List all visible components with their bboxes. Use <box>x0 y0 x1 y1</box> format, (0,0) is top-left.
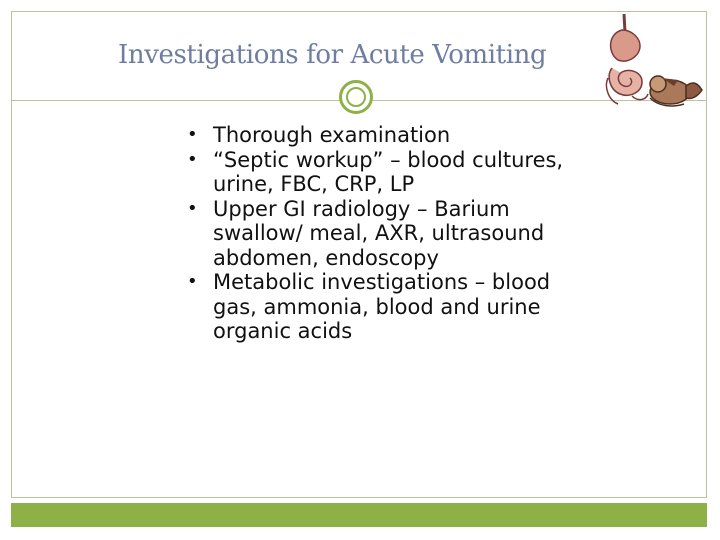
bullet-text: Upper GI radiology – Barium swallow/ meal, AXR, ultrasound abdomen, endoscopy <box>213 196 545 270</box>
double-ring-ornament-icon <box>339 80 373 114</box>
bullet-text: Thorough examination <box>213 123 451 147</box>
bullet-dot-icon: • <box>187 197 198 219</box>
bullet-item <box>187 148 567 197</box>
bullet-list <box>187 123 567 344</box>
bullet-dot-icon: • <box>187 148 198 170</box>
bullet-item <box>187 270 567 344</box>
bullet-item <box>187 123 567 148</box>
bullet-text: Metabolic investigations – blood gas, ammonia, blood and urine organic acids <box>213 270 551 343</box>
bottom-accent-bar <box>11 503 707 527</box>
bullet-text: “Septic workup” – blood cultures, urine, FBC, CRP, LP <box>213 147 564 196</box>
bullet-item <box>187 197 567 271</box>
bullet-dot-icon: • <box>187 124 198 145</box>
bullet-dot-icon: • <box>187 271 198 292</box>
slide-title: Investigations for Acute Vomiting <box>118 40 547 70</box>
digestive-system-icon <box>602 10 708 110</box>
